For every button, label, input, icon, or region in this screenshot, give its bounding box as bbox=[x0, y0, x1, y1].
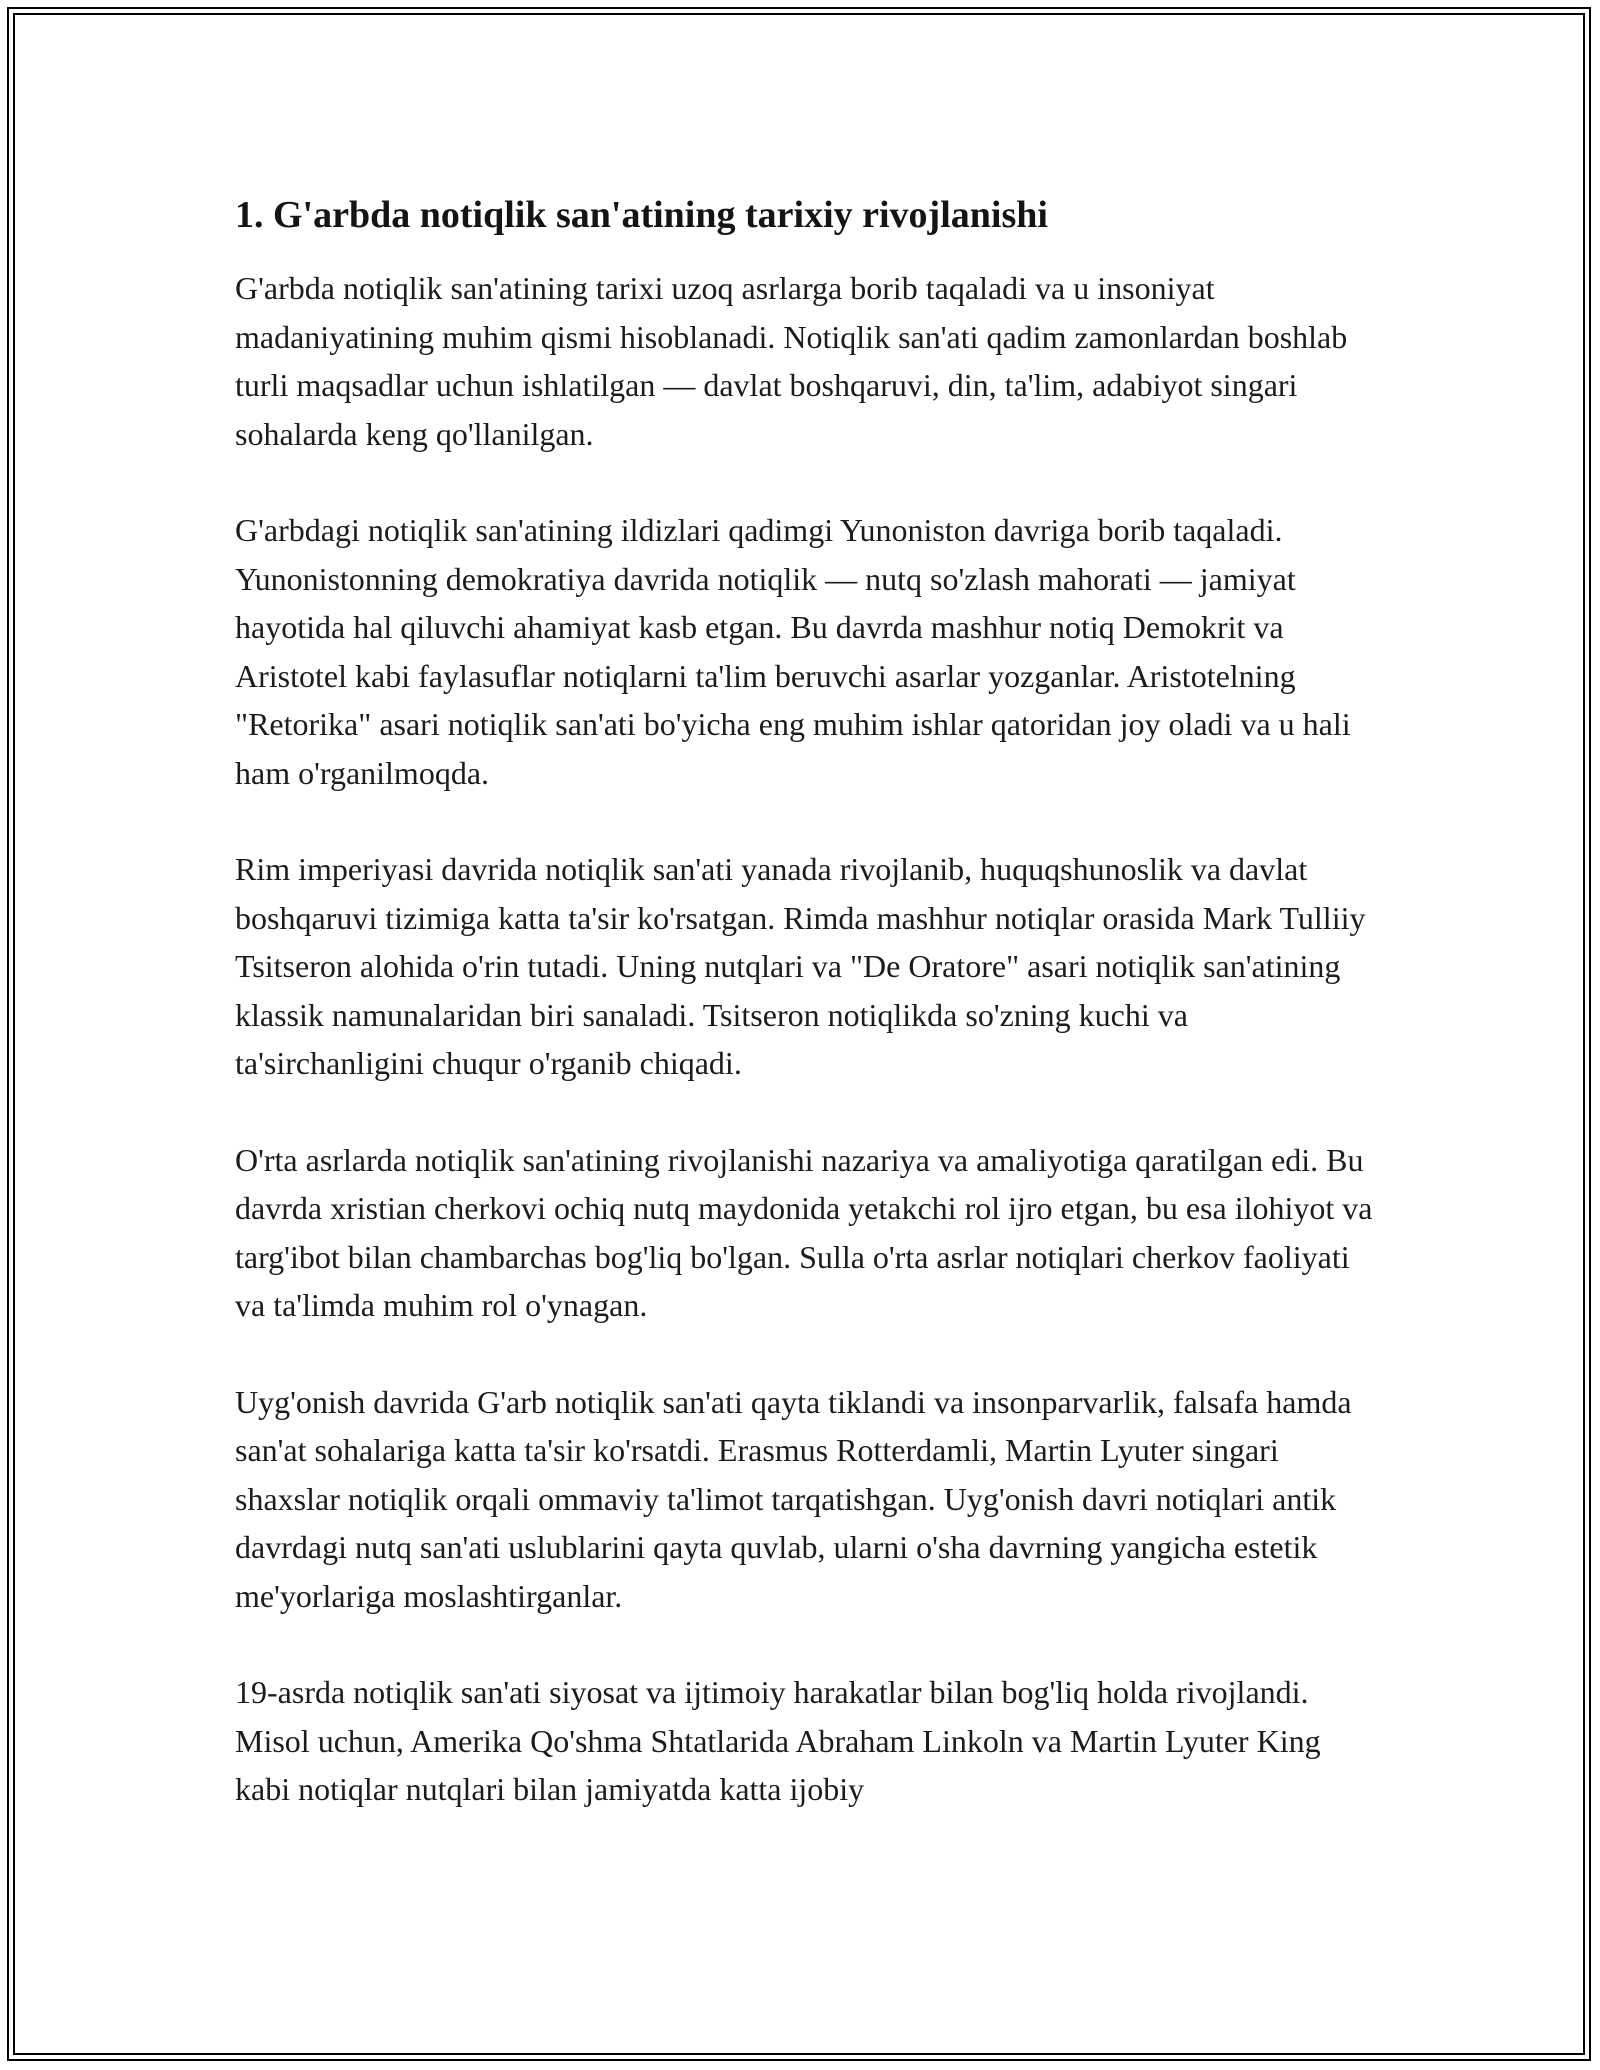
paragraph-1: G'arbda notiqlik san'atining tarixi uzoq asrlarga borib taqaladi va u insoniyat madaniyatining muhim qismi hisoblanadi. Notiqlik san'ati qadim zamonlardan boshlab turli maqsadlar uchun ishlatilgan — davlat boshqaruvi, din, ta'lim, adabiyot singari sohalarda keng qo'llanilgan. bbox=[235, 270, 1348, 452]
document-body bbox=[235, 188, 1375, 1862]
paragraph-5: Uyg'onish davrida G'arb notiqlik san'ati qayta tiklandi va insonparvarlik, falsafa hamda san'at sohalariga katta ta'sir ko'rsatdi. Erasmus Rotterdamli, Martin Lyuter singari shaxslar notiqlik orqali ommaviy ta'limot tarqatishgan. Uyg'onish davri notiqlari antik davrdagi nutq san'ati uslublarini qayta quvlab, ularni o'sha davrning yangicha estetik me'yorlariga moslashtirganlar. bbox=[235, 1383, 1352, 1614]
section-heading: 1. G'arbda notiqlik san'atining tarixiy rivojlanishi bbox=[235, 194, 1048, 236]
paragraph-2: G'arbdagi notiqlik san'atining ildizlari qadimgi Yunoniston davriga borib taqaladi. Yunonistonning demokratiya davrida notiqlik — nutq so'zlash mahorati — jamiyat hayotida hal qiluvchi ahamiyat kasb etgan. Bu davrda mashhur notiq Demokrit va Aristotel kabi faylasuflar notiqlarni ta'lim beruvchi asarlar yozganlar. Aristotelning "Retorika" asari notiqlik san'ati bo'yicha eng muhim ishlar qatoridan joy oladi va u hali ham o'rganilmoqda. bbox=[235, 512, 1351, 791]
paragraph-6: 19-asrda notiqlik san'ati siyosat va ijtimoiy harakatlar bilan bog'liq holda rivojlandi. Misol uchun, Amerika Qo'shma Shtatlarida Abraham Linkoln va Martin Lyuter King kabi notiqlar nutqlari bilan jamiyatda katta ijobiy bbox=[235, 1674, 1321, 1807]
paragraph-4: O'rta asrlarda notiqlik san'atining rivojlanishi nazariya va amaliyotiga qaratilgan edi. Bu davrda xristian cherkovi ochiq nutq maydonida yetakchi rol ijro etgan, bu esa ilohiyot va targ'ibot bilan chambarchas bog'liq bo'lgan. Sulla o'rta asrlar notiqlari cherkov faoliyati va ta'limda muhim rol o'ynagan. bbox=[235, 1141, 1373, 1323]
paragraph-3: Rim imperiyasi davrida notiqlik san'ati yanada rivojlanib, huquqshunoslik va davlat boshqaruvi tizimiga katta ta'sir ko'rsatgan. Rimda mashhur notiqlar orasida Mark Tulliiy Tsitseron alohida o'rin tutadi. Uning nutqlari va "De Oratore" asari notiqlik san'atining klassik namunalaridan biri sanaladi. Tsitseron notiqlikda so'zning kuchi va ta'sirchanligini chuqur o'rganib chiqadi. bbox=[235, 851, 1366, 1081]
